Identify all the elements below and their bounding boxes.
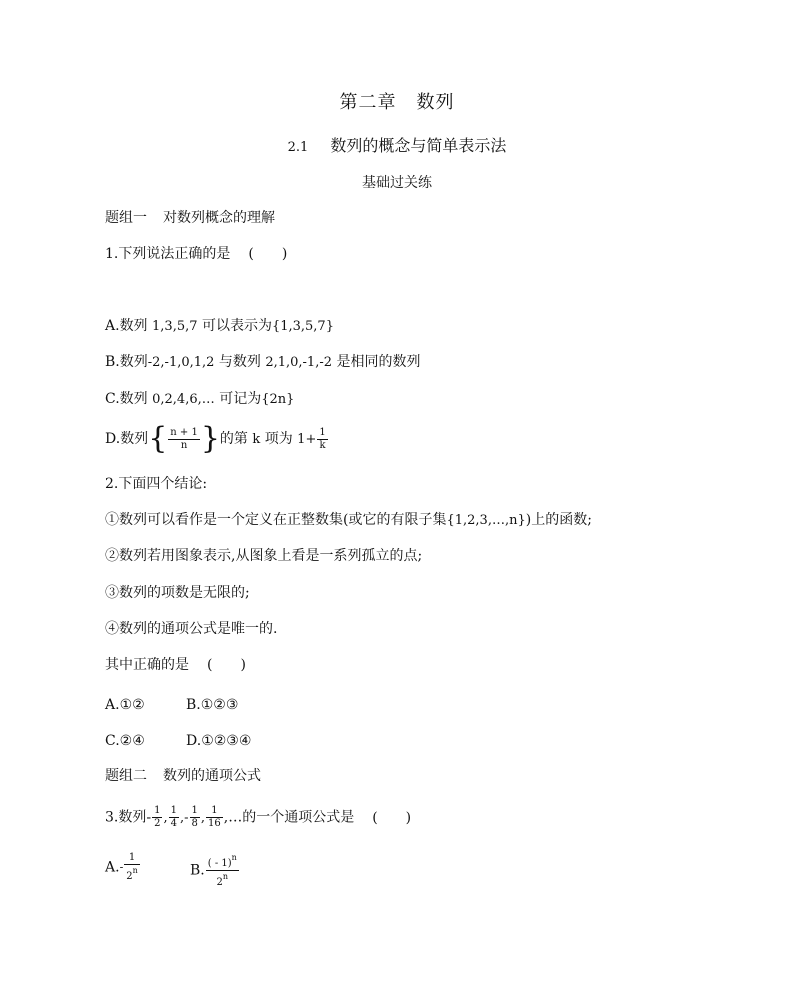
- statement-2: [105, 546, 422, 566]
- fraction-numerator: 1: [154, 805, 161, 816]
- exponent: n: [231, 853, 237, 862]
- option-key: A.: [105, 859, 120, 876]
- math-sequence: 0,2,4,6,…: [152, 392, 215, 407]
- statement-text: 数列的项数是无限的;: [119, 585, 250, 601]
- math-sequence: -2,-1,0,1,2: [147, 355, 215, 370]
- group-label: 题组一: [105, 210, 147, 226]
- fraction-numerator: [206, 853, 239, 871]
- exponent: n: [132, 866, 138, 875]
- fraction: [152, 806, 162, 829]
- statement-marker: ①: [105, 512, 119, 528]
- math-sequence: 1,3,5,7: [152, 319, 198, 334]
- option-text: 与数列: [214, 354, 266, 370]
- fraction-denominator: k: [319, 439, 326, 451]
- option-c: [105, 389, 294, 410]
- fraction-numerator: 1: [170, 805, 177, 816]
- chapter-label: 第二章: [339, 92, 397, 113]
- fraction: [124, 853, 140, 882]
- group-heading: [105, 766, 261, 786]
- math-set: {1,2,3,…,n}: [446, 513, 526, 528]
- option-c: [105, 731, 145, 751]
- option-b: [105, 352, 420, 373]
- fraction: [206, 853, 239, 888]
- group-title: 对数列概念的理解: [163, 210, 275, 226]
- option-key: D.: [105, 431, 121, 447]
- fraction: [206, 806, 223, 829]
- question-text: 其中正确的是: [105, 657, 189, 673]
- option-b: [186, 695, 238, 715]
- fraction-numerator: 1: [319, 426, 326, 438]
- section-title: [0, 133, 794, 156]
- base: 2: [216, 877, 223, 888]
- fraction: [190, 806, 200, 829]
- option-key: C.: [105, 391, 120, 407]
- fraction-denominator: [206, 871, 239, 888]
- statement-3: [105, 583, 250, 603]
- question-number: 3.: [105, 809, 119, 826]
- group-title: 数列的通项公式: [163, 768, 261, 784]
- option-key: B.: [105, 354, 120, 370]
- statement-4: [105, 619, 277, 639]
- option-text: 数列: [119, 318, 153, 334]
- math-set: {1,3,5,7}: [271, 319, 334, 334]
- group-label: 题组二: [105, 768, 147, 784]
- option-text: 可以表示为: [197, 318, 272, 334]
- option-text: 的第: [219, 431, 253, 447]
- option-key: A.: [105, 697, 120, 713]
- option-value: ①②: [119, 697, 145, 713]
- math-variable: k: [252, 432, 261, 447]
- question-text: 下面四个结论:: [118, 476, 208, 492]
- base: 2: [126, 871, 133, 882]
- option-a: [105, 695, 145, 715]
- fraction-numerator: 1: [191, 805, 198, 816]
- fraction-denominator: 8: [191, 818, 198, 829]
- fraction-numerator: 1: [206, 806, 223, 818]
- separator: ,: [163, 810, 168, 826]
- exercise-subtitle: 基础过关练: [362, 175, 432, 191]
- fraction-numerator: n + 1: [170, 426, 198, 438]
- option-text: 数列: [119, 354, 148, 370]
- chapter-title: [0, 88, 794, 114]
- option-a: [105, 316, 334, 337]
- fraction-denominator: [124, 865, 140, 882]
- statement-1: [105, 510, 592, 531]
- statement-text: 数列可以看作是一个定义在正整数集(或它的有限子集: [119, 512, 447, 528]
- question-text: 下列说法正确的是: [118, 246, 231, 262]
- statement-text: 数列若用图象表示,从图象上看是一系列孤立的点;: [119, 548, 423, 564]
- option-key: D.: [186, 733, 202, 749]
- option-value: ②④: [119, 733, 145, 749]
- question-2-ask: [105, 655, 246, 675]
- option-text: 项为: [260, 431, 298, 447]
- option-key: B.: [186, 697, 201, 713]
- answer-blank: ( ): [207, 657, 246, 673]
- question-3-stem: [105, 806, 411, 829]
- option-key: A.: [105, 318, 120, 334]
- option-key: B.: [190, 862, 205, 879]
- question-number: 1.: [105, 246, 119, 262]
- fraction: [317, 428, 327, 451]
- option-a: [105, 853, 141, 882]
- right-brace: }: [200, 421, 220, 456]
- base: ( - 1): [207, 858, 232, 869]
- fraction-numerator: 1: [124, 853, 140, 865]
- minus-sign: -: [119, 860, 124, 874]
- question-text: ,…的一个通项公式是: [223, 809, 355, 826]
- left-brace: {: [148, 421, 168, 456]
- question-number: 2.: [105, 476, 119, 492]
- option-value: ①②③: [200, 697, 239, 713]
- fraction-denominator: n: [180, 439, 188, 451]
- option-text: 是相同的数列: [332, 354, 421, 370]
- statement-marker: ④: [105, 621, 119, 637]
- statement-marker: ③: [105, 585, 119, 601]
- statement-text: )上的函数;: [525, 512, 592, 528]
- exponent: n: [222, 872, 229, 881]
- fraction: [168, 428, 200, 451]
- section-number: 2.1: [287, 140, 309, 155]
- question-1-stem: [105, 244, 287, 264]
- math-sequence: 2,1,0,-1,-2: [265, 355, 332, 370]
- question-text: 数列-: [118, 809, 152, 826]
- fraction-denominator: 16: [208, 818, 221, 829]
- section-name: 数列的概念与简单表示法: [330, 136, 507, 155]
- option-d: [186, 731, 251, 751]
- fraction-denominator: 2: [154, 818, 161, 829]
- option-text: 可记为: [214, 391, 262, 407]
- statement-marker: ②: [105, 548, 119, 564]
- group-heading: [105, 208, 275, 228]
- separator: ,-: [179, 810, 189, 826]
- math-set: {2n}: [261, 392, 295, 407]
- answer-blank: ( ): [248, 246, 288, 262]
- question-2-stem: [105, 474, 207, 494]
- chapter-name: 数列: [416, 92, 455, 113]
- option-b: [190, 853, 240, 888]
- answer-blank: ( ): [372, 809, 412, 826]
- option-text: 数列: [120, 431, 149, 447]
- option-d: [105, 421, 329, 456]
- statement-text: 数列的通项公式是唯一的.: [119, 621, 278, 637]
- math-expression: 1+: [297, 432, 317, 447]
- fraction-denominator: 4: [170, 818, 177, 829]
- option-key: C.: [105, 733, 120, 749]
- option-text: 数列: [119, 391, 153, 407]
- option-value: ①②③④: [201, 733, 252, 749]
- separator: ,: [200, 810, 206, 826]
- fraction: [169, 806, 179, 829]
